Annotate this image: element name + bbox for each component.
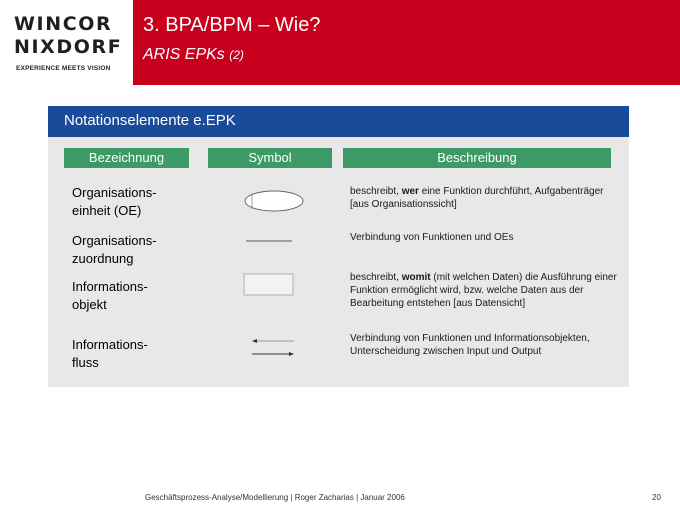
slide-subtitle-suffix: (2) bbox=[229, 48, 244, 62]
row-desc-informationsobjekt: beschreibt, womit (mit welchen Daten) die Ausführung einer Funktion ermöglicht wird, bzw. welche Daten aus der Bearbeitung entstehen [aus Datensicht] bbox=[350, 272, 617, 309]
slide-subtitle bbox=[143, 46, 244, 64]
row-label-informationsfluss: Informations- fluss bbox=[72, 337, 148, 370]
row-desc-organisationseinheit: beschreibt, wer eine Funktion durchführt, Aufgabenträger [aus Organisationssicht] bbox=[350, 186, 604, 210]
column-header-bezeichnung: Bezeichnung bbox=[64, 148, 189, 168]
slide-subtitle-text: ARIS EPKs bbox=[143, 46, 225, 63]
slide-header bbox=[133, 0, 680, 85]
panel-header bbox=[48, 106, 629, 137]
wincor-nixdorf-logo bbox=[0, 0, 133, 85]
row-desc-organisationszuordnung: Verbindung von Funktionen und OEs bbox=[350, 232, 514, 243]
slide-title: 3. BPA/BPM – Wie? bbox=[143, 14, 321, 36]
rectangle-symbol-icon bbox=[243, 273, 295, 297]
row-label-informationsobjekt: Informations- objekt bbox=[72, 279, 148, 312]
logo-line-1: WINCOR bbox=[14, 13, 113, 35]
logo-tagline: EXPERIENCE MEETS VISION bbox=[16, 65, 111, 72]
arrows-symbol-icon bbox=[250, 334, 296, 360]
page-number: 20 bbox=[652, 493, 661, 502]
notation-panel bbox=[48, 106, 629, 387]
column-header-symbol: Symbol bbox=[208, 148, 332, 168]
logo-line-2: NIXDORF bbox=[14, 36, 123, 58]
row-label-organisationszuordnung: Organisations- zuordnung bbox=[72, 233, 157, 266]
panel-title: Notationselemente e.EPK bbox=[64, 112, 236, 129]
column-header-beschreibung: Beschreibung bbox=[343, 148, 611, 168]
line-symbol-icon bbox=[244, 236, 296, 246]
row-label-organisationseinheit: Organisations- einheit (OE) bbox=[72, 185, 157, 218]
footer-text: Geschäftsprozess-Analyse/Modellierung | Roger Zacharias | Januar 2006 bbox=[145, 493, 405, 502]
row-desc-informationsfluss: Verbindung von Funktionen und Informationsobjekten, Unterscheidung zwischen Input und Output bbox=[350, 333, 590, 357]
ellipse-symbol-icon bbox=[242, 189, 306, 213]
